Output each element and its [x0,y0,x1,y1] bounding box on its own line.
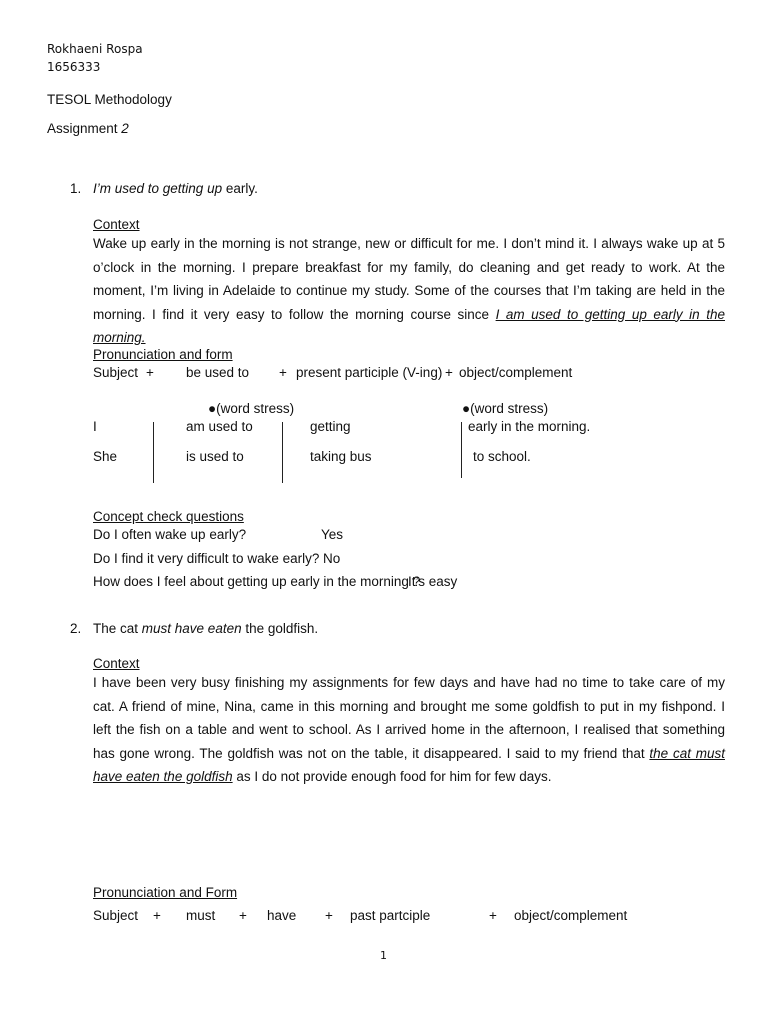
item-number: 2. [70,621,82,636]
student-id: 1656333 [47,60,101,74]
page-number: 1 [380,949,387,962]
table-divider [461,422,462,478]
context-paragraph: Wake up early in the morning is not strange, new or difficult for me. I don’t mind it. I always wake up at 5 o’clock in the morning. I prepare breakfast for my family, do cleaning and get ready to work. At the moment, I’m living in Adelaide to continue my study. Some of the courses that I’m taking are held in the morning. I find it very easy to follow the morning course since I am used to getting up early in the morning. [93,236,725,345]
author-name: Rokhaeni Rospa [47,42,143,56]
item-title: The cat must have eaten the goldfish. [93,621,319,636]
item-title: I’m used to getting up early. [93,181,258,196]
word-stress-mark: ●(word stress) [462,401,549,416]
pronunciation-heading: Pronunciation and Form [93,885,238,900]
table-divider [153,422,154,483]
context-heading: Context [93,656,140,671]
course-title: TESOL Methodology [47,92,172,107]
context-heading: Context [93,217,140,232]
context-paragraph: I have been very busy finishing my assignments for few days and have had no time to take care of my cat. A friend of mine, Nina, came in this morning and brought me some goldfish to put in my fishpond. I left the fish on a table and went to school. As I arrived home in the afternoon, I realised that something has gone wrong. The goldfish was not on the table, it disappeared. I said to my friend that the cat must have eaten the goldfish as I do not provide enough food for him for few days. [93,675,725,784]
word-stress-mark: ●(word stress) [208,401,295,416]
table-divider [282,422,283,483]
assignment-heading: Assignment 2 [47,121,129,136]
item-number: 1. [70,181,82,196]
pronunciation-heading: Pronunciation and form [93,347,233,362]
ccq-heading: Concept check questions [93,509,244,524]
